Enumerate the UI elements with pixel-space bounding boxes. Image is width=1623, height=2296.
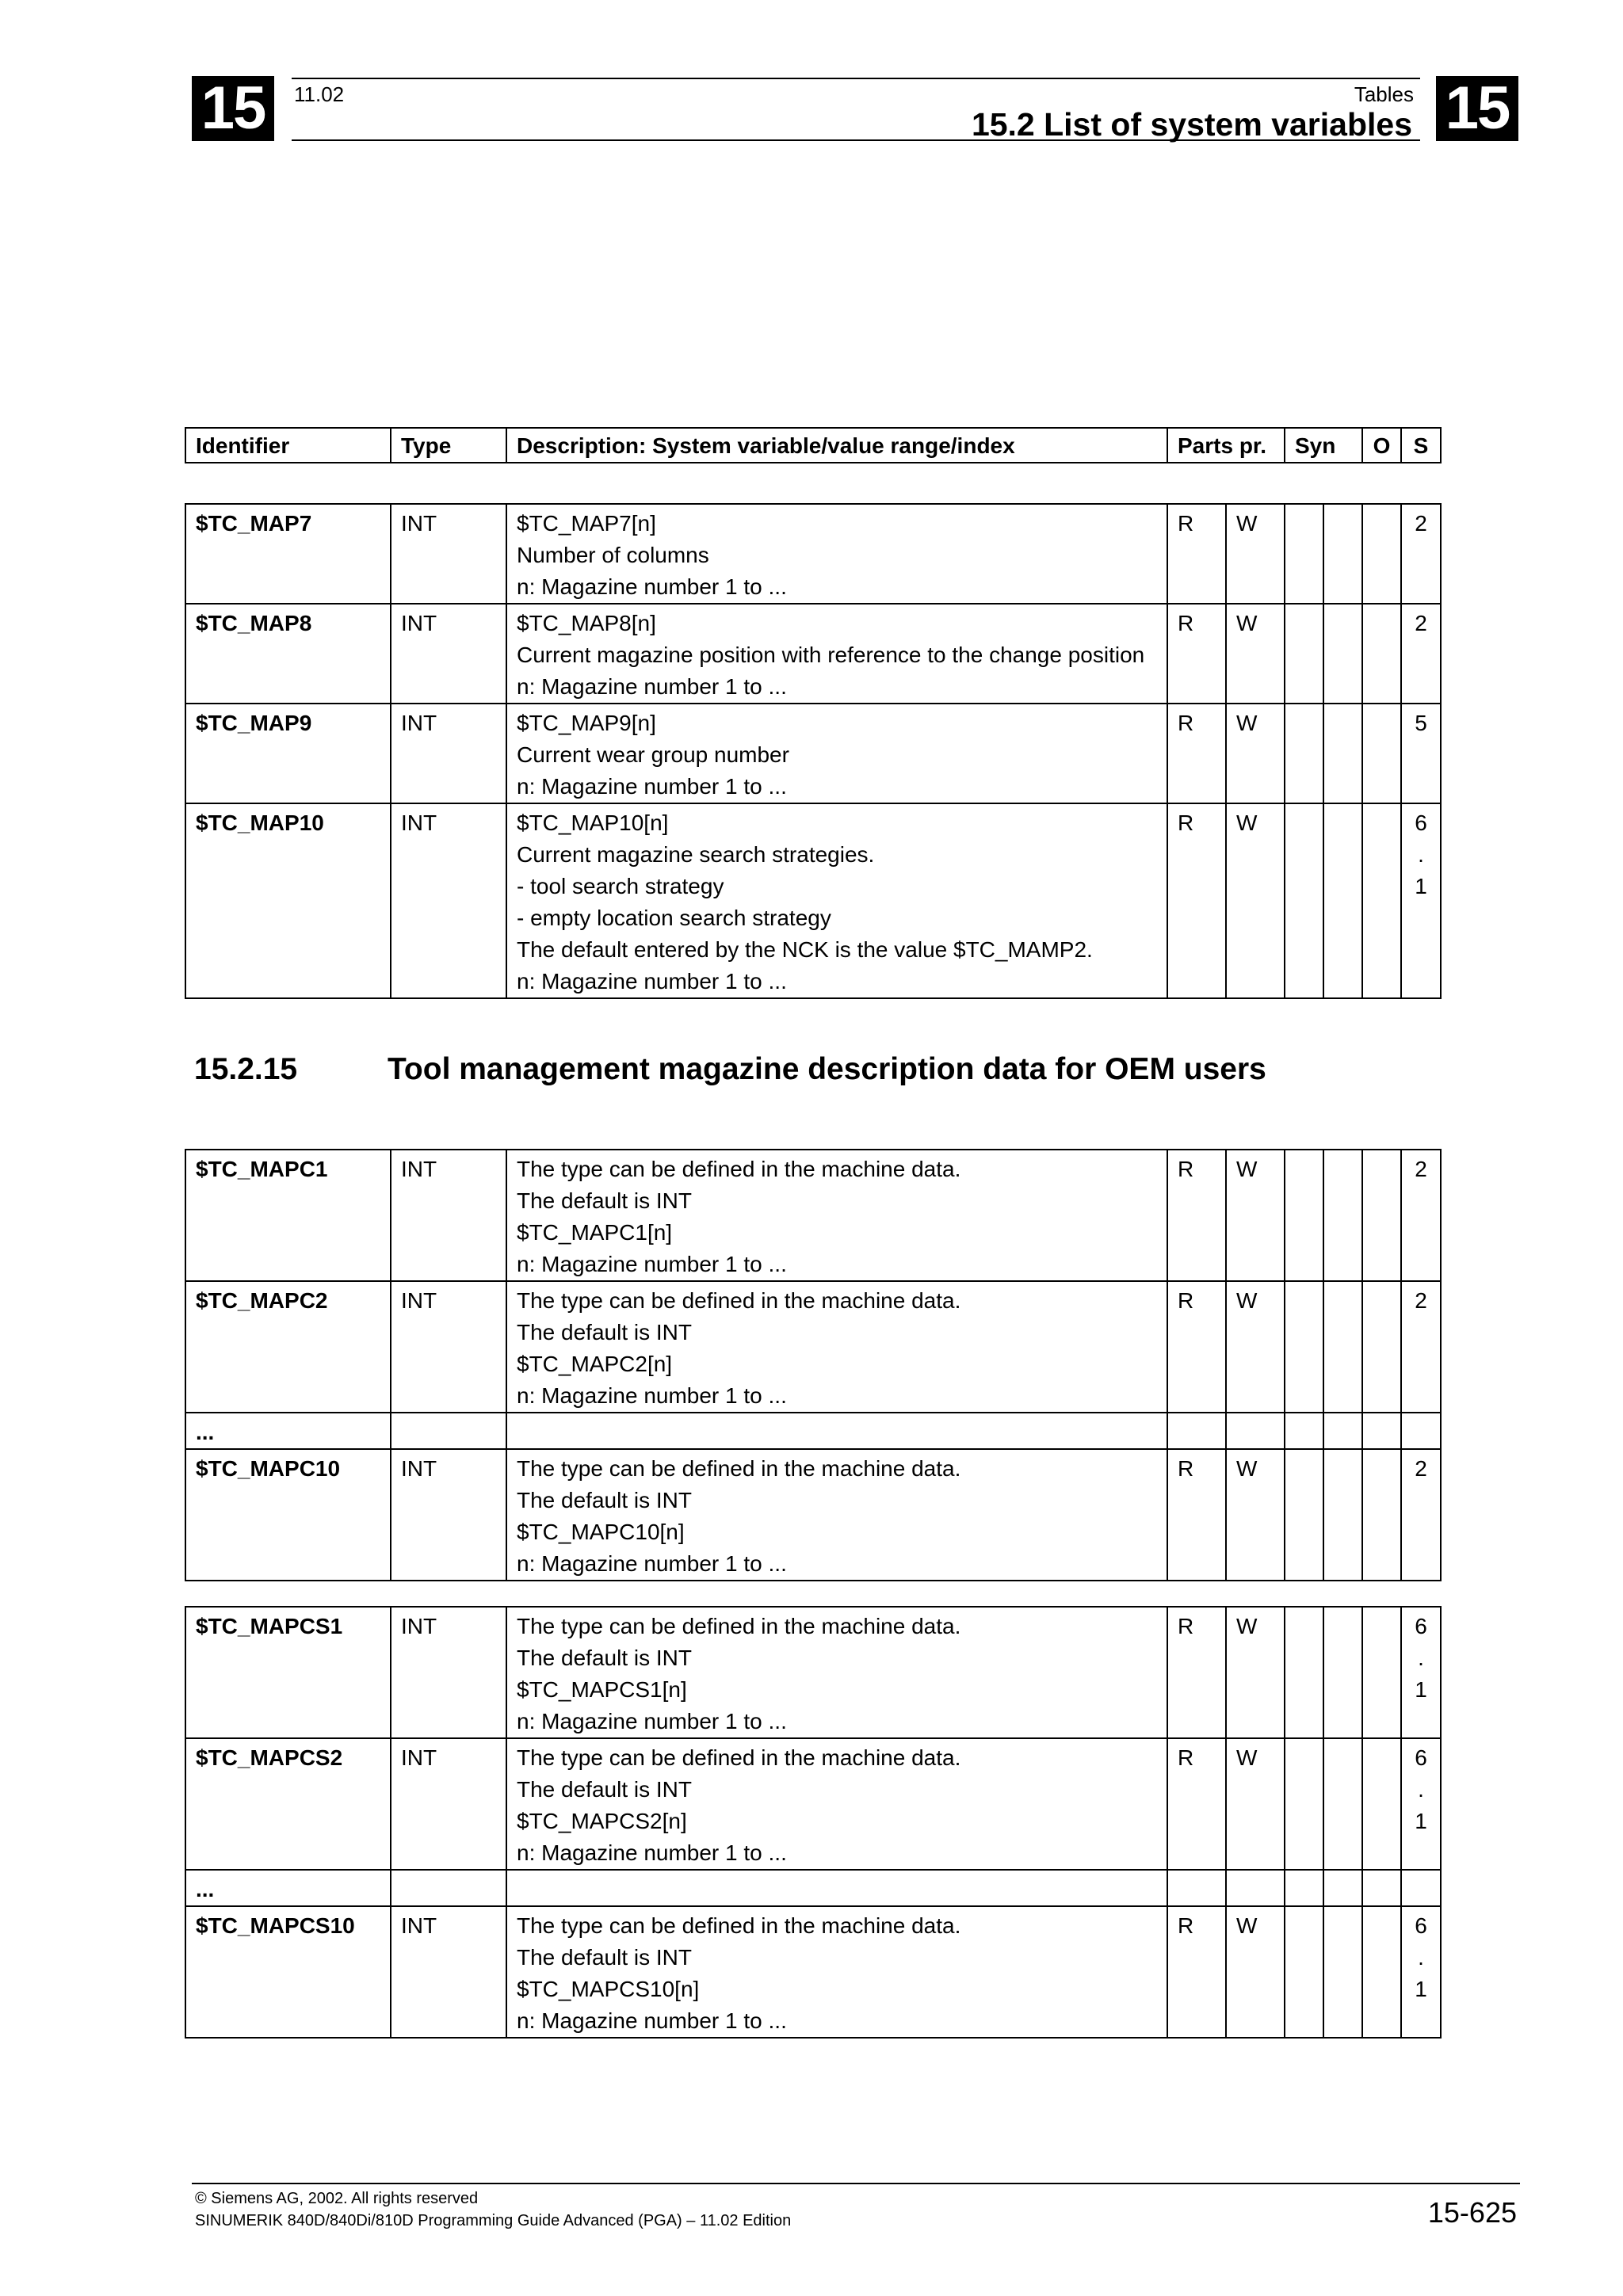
description-line: Current magazine position with reference to the change position — [517, 643, 1145, 667]
type-cell: INT — [391, 803, 506, 998]
s-cell — [1401, 1150, 1441, 1281]
syn-cell-b — [1323, 704, 1362, 803]
o-cell — [1362, 1607, 1401, 1738]
parts-write-cell: W — [1226, 1906, 1285, 2038]
type-cell: INT — [391, 1607, 506, 1738]
s-line: 2 — [1415, 1456, 1427, 1481]
description-line: The type can be defined in the machine data. — [517, 1157, 961, 1181]
s-line: 6 — [1415, 1745, 1427, 1770]
type-cell: INT — [391, 1449, 506, 1581]
syn-cell-b — [1323, 1281, 1362, 1413]
description-line: $TC_MAP9[n] — [517, 711, 656, 735]
parts-read-cell: R — [1167, 1281, 1226, 1413]
syn-cell-a — [1285, 1281, 1323, 1413]
parts-write-cell — [1226, 1413, 1285, 1449]
description-cell — [506, 1870, 1167, 1906]
parts-read-cell: R — [1167, 1150, 1226, 1281]
type-cell — [391, 1413, 506, 1449]
parts-read-cell: R — [1167, 704, 1226, 803]
table-row — [185, 1870, 1441, 1906]
syn-cell-a — [1285, 803, 1323, 998]
parts-write-cell: W — [1226, 1281, 1285, 1413]
parts-write-cell: W — [1226, 1150, 1285, 1281]
syn-cell-b — [1323, 803, 1362, 998]
s-cell — [1401, 704, 1441, 803]
description-line: The default is INT — [517, 1945, 692, 1970]
syn-cell-a — [1285, 1870, 1323, 1906]
parts-read-cell: R — [1167, 803, 1226, 998]
s-cell — [1401, 1738, 1441, 1870]
identifier-cell: $TC_MAPCS2 — [185, 1738, 391, 1870]
description-line: - empty location search strategy — [517, 906, 831, 930]
header-rule-top — [292, 78, 1420, 79]
description-cell — [506, 1738, 1167, 1870]
section-number: 15.2.15 — [194, 1052, 298, 1086]
parts-write-cell: W — [1226, 704, 1285, 803]
chapter-number-badge-right: 15 — [1436, 76, 1518, 141]
description-cell — [506, 504, 1167, 604]
identifier-cell: $TC_MAPCS1 — [185, 1607, 391, 1738]
header-section-title: 15.2 List of system variables — [971, 106, 1412, 143]
table-row — [185, 803, 1441, 998]
syn-cell-a — [1285, 504, 1323, 604]
s-line: 6 — [1415, 1614, 1427, 1638]
syn-cell-a — [1285, 1413, 1323, 1449]
description-line: $TC_MAPCS1[n] — [517, 1677, 687, 1702]
parts-write-cell: W — [1226, 1449, 1285, 1581]
type-cell: INT — [391, 1150, 506, 1281]
syn-cell-a — [1285, 1449, 1323, 1581]
parts-read-cell: R — [1167, 504, 1226, 604]
syn-cell-b — [1323, 504, 1362, 604]
description-line: $TC_MAPCS2[n] — [517, 1809, 687, 1833]
syn-cell-a — [1285, 1738, 1323, 1870]
description-line: n: Magazine number 1 to ... — [517, 2008, 787, 2033]
section-heading — [194, 1052, 1266, 1087]
type-cell: INT — [391, 1906, 506, 2038]
s-cell — [1401, 1906, 1441, 2038]
s-line: 1 — [1415, 1977, 1427, 2001]
column-header-s: S — [1401, 428, 1441, 463]
description-line: Current wear group number — [517, 742, 789, 767]
description-line: Number of columns — [517, 543, 709, 567]
o-cell — [1362, 604, 1401, 704]
description-line: The default is INT — [517, 1320, 692, 1344]
footer-copyright: © Siemens AG, 2002. All rights reserved — [195, 2190, 479, 2207]
s-cell — [1401, 1449, 1441, 1581]
description-cell — [506, 1413, 1167, 1449]
s-line: 2 — [1415, 1157, 1427, 1181]
identifier-cell: $TC_MAP7 — [185, 504, 391, 604]
syn-cell-a — [1285, 1906, 1323, 2038]
o-cell — [1362, 1738, 1401, 1870]
chapter-number-badge-left: 15 — [192, 76, 274, 141]
description-line: The default is INT — [517, 1777, 692, 1802]
identifier-cell: $TC_MAPC10 — [185, 1449, 391, 1581]
s-line: 5 — [1415, 711, 1427, 735]
identifier-cell: $TC_MAPC1 — [185, 1150, 391, 1281]
o-cell — [1362, 704, 1401, 803]
type-cell: INT — [391, 1738, 506, 1870]
table-row — [185, 504, 1441, 604]
identifier-cell: $TC_MAP9 — [185, 704, 391, 803]
s-line: 6 — [1415, 1913, 1427, 1938]
description-line: n: Magazine number 1 to ... — [517, 574, 787, 599]
s-cell — [1401, 604, 1441, 704]
s-line: . — [1418, 1945, 1424, 1970]
description-line: n: Magazine number 1 to ... — [517, 674, 787, 699]
column-header-parts-pr: Parts pr. — [1167, 428, 1285, 463]
syn-cell-b — [1323, 1150, 1362, 1281]
parts-write-cell: W — [1226, 504, 1285, 604]
description-line: n: Magazine number 1 to ... — [517, 1383, 787, 1408]
header-category: Tables — [1354, 82, 1414, 106]
syn-cell-a — [1285, 1607, 1323, 1738]
parts-read-cell: R — [1167, 1738, 1226, 1870]
table-row — [185, 604, 1441, 704]
parts-write-cell: W — [1226, 1607, 1285, 1738]
table-row — [185, 1449, 1441, 1581]
parts-read-cell: R — [1167, 1906, 1226, 2038]
s-cell — [1401, 1870, 1441, 1906]
parts-read-cell: R — [1167, 604, 1226, 704]
parts-write-cell: W — [1226, 604, 1285, 704]
s-line: 2 — [1415, 511, 1427, 536]
s-line: 1 — [1415, 874, 1427, 898]
identifier-cell: ... — [185, 1413, 391, 1449]
parts-write-cell: W — [1226, 1738, 1285, 1870]
description-line: $TC_MAPC10[n] — [517, 1520, 685, 1544]
o-cell — [1362, 1870, 1401, 1906]
description-line: $TC_MAPC2[n] — [517, 1352, 673, 1376]
o-cell — [1362, 1906, 1401, 2038]
description-line: n: Magazine number 1 to ... — [517, 1709, 787, 1733]
s-cell — [1401, 1413, 1441, 1449]
table-row — [185, 1281, 1441, 1413]
description-cell — [506, 1449, 1167, 1581]
column-header-type: Type — [391, 428, 506, 463]
table-row — [185, 1738, 1441, 1870]
description-line: The default is INT — [517, 1646, 692, 1670]
table-row — [185, 1906, 1441, 2038]
type-cell: INT — [391, 504, 506, 604]
description-line: The default is INT — [517, 1188, 692, 1213]
table-row — [185, 1413, 1441, 1449]
mapc-variables-table — [185, 1149, 1442, 1581]
s-cell — [1401, 504, 1441, 604]
header-date: 11.02 — [294, 82, 345, 106]
type-cell: INT — [391, 1281, 506, 1413]
description-line: The type can be defined in the machine data. — [517, 1913, 961, 1938]
description-cell — [506, 1607, 1167, 1738]
parts-read-cell: R — [1167, 1449, 1226, 1581]
syn-cell-b — [1323, 1870, 1362, 1906]
description-cell — [506, 803, 1167, 998]
s-line: 2 — [1415, 1288, 1427, 1313]
o-cell — [1362, 1413, 1401, 1449]
s-line: . — [1418, 842, 1424, 867]
description-line: The type can be defined in the machine data. — [517, 1456, 961, 1481]
section-title: Tool management magazine description data for OEM users — [388, 1052, 1266, 1086]
description-cell — [506, 604, 1167, 704]
parts-write-cell — [1226, 1870, 1285, 1906]
syn-cell-a — [1285, 1150, 1323, 1281]
description-cell — [506, 1906, 1167, 2038]
syn-cell-b — [1323, 1738, 1362, 1870]
description-line: The type can be defined in the machine data. — [517, 1288, 961, 1313]
description-line: $TC_MAPCS10[n] — [517, 1977, 700, 2001]
mapcs-variables-table — [185, 1606, 1442, 2039]
s-line: 1 — [1415, 1677, 1427, 1702]
description-line: n: Magazine number 1 to ... — [517, 1551, 787, 1576]
identifier-cell: $TC_MAPCS10 — [185, 1906, 391, 2038]
o-cell — [1362, 504, 1401, 604]
table-row — [185, 1607, 1441, 1738]
syn-cell-b — [1323, 1607, 1362, 1738]
s-line: 1 — [1415, 1809, 1427, 1833]
column-header-o: O — [1362, 428, 1401, 463]
table-row — [185, 1150, 1441, 1281]
description-cell — [506, 1150, 1167, 1281]
page-number: 15-625 — [1427, 2196, 1517, 2229]
parts-read-cell — [1167, 1413, 1226, 1449]
parts-read-cell: R — [1167, 1607, 1226, 1738]
type-cell — [391, 1870, 506, 1906]
o-cell — [1362, 803, 1401, 998]
description-line: $TC_MAP8[n] — [517, 611, 656, 635]
syn-cell-b — [1323, 1449, 1362, 1581]
syn-cell-a — [1285, 704, 1323, 803]
identifier-cell: $TC_MAP10 — [185, 803, 391, 998]
description-line: n: Magazine number 1 to ... — [517, 1840, 787, 1865]
description-line: The default entered by the NCK is the value $TC_MAMP2. — [517, 937, 1093, 962]
s-line: 6 — [1415, 810, 1427, 835]
syn-cell-b — [1323, 1906, 1362, 2038]
s-line: . — [1418, 1646, 1424, 1670]
description-cell — [506, 704, 1167, 803]
description-line: n: Magazine number 1 to ... — [517, 969, 787, 994]
type-cell: INT — [391, 704, 506, 803]
description-cell — [506, 1281, 1167, 1413]
column-header-syn: Syn — [1285, 428, 1362, 463]
s-line: . — [1418, 1777, 1424, 1802]
identifier-cell: ... — [185, 1870, 391, 1906]
o-cell — [1362, 1150, 1401, 1281]
description-line: n: Magazine number 1 to ... — [517, 774, 787, 799]
column-header-table — [185, 427, 1442, 463]
s-cell — [1401, 1607, 1441, 1738]
table-row — [185, 704, 1441, 803]
description-line: The type can be defined in the machine data. — [517, 1614, 961, 1638]
o-cell — [1362, 1449, 1401, 1581]
syn-cell-b — [1323, 1413, 1362, 1449]
s-line: 2 — [1415, 611, 1427, 635]
parts-write-cell: W — [1226, 803, 1285, 998]
identifier-cell: $TC_MAP8 — [185, 604, 391, 704]
description-line: n: Magazine number 1 to ... — [517, 1252, 787, 1276]
parts-read-cell — [1167, 1870, 1226, 1906]
description-line: $TC_MAP10[n] — [517, 810, 669, 835]
map-variables-table — [185, 503, 1442, 999]
footer-rule — [192, 2183, 1520, 2184]
description-line: The type can be defined in the machine data. — [517, 1745, 961, 1770]
syn-cell-a — [1285, 604, 1323, 704]
s-cell — [1401, 803, 1441, 998]
description-line: The default is INT — [517, 1488, 692, 1512]
column-header-identifier: Identifier — [185, 428, 391, 463]
description-line: Current magazine search strategies. — [517, 842, 875, 867]
s-cell — [1401, 1281, 1441, 1413]
o-cell — [1362, 1281, 1401, 1413]
description-line: $TC_MAP7[n] — [517, 511, 656, 536]
type-cell: INT — [391, 604, 506, 704]
footer-guide-title: SINUMERIK 840D/840Di/810D Programming Guide Advanced (PGA) – 11.02 Edition — [195, 2212, 792, 2229]
identifier-cell: $TC_MAPC2 — [185, 1281, 391, 1413]
column-header-description: Description: System variable/value range/index — [506, 428, 1167, 463]
syn-cell-b — [1323, 604, 1362, 704]
description-line: $TC_MAPC1[n] — [517, 1220, 673, 1245]
description-line: - tool search strategy — [517, 874, 724, 898]
